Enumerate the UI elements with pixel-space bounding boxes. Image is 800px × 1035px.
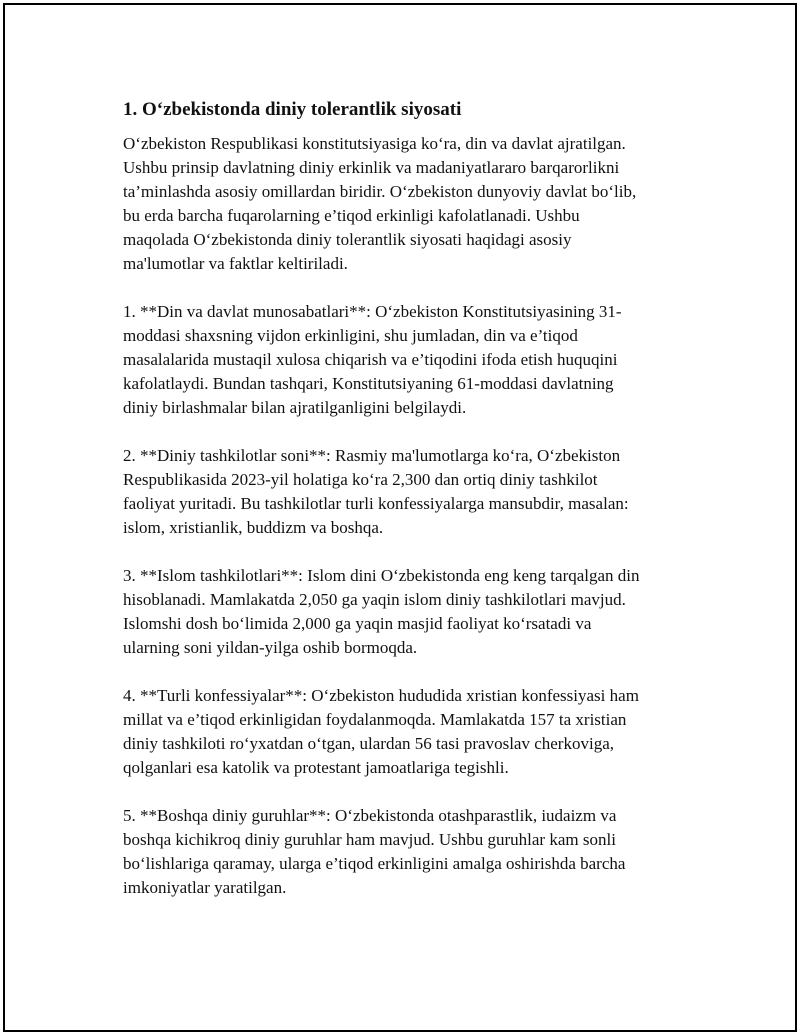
text-line: diniy birlashmalar bilan ajratilganligini belgilaydi. <box>123 398 467 417</box>
text-line: moddasi shaxsning vijdon erkinligini, shu jumladan, din va e’tiqod <box>123 326 578 345</box>
text-line: 5. **Boshqa diniy guruhlar**: O‘zbekistonda otashparastlik, iudaizm va <box>123 806 617 825</box>
text-line: ta’minlashda asosiy omillardan biridir. O‘zbekiston dunyoviy davlat bo‘lib, <box>123 182 637 201</box>
paragraph-item-3 <box>123 564 693 660</box>
text-line: kafolatlaydi. Bundan tashqari, Konstitutsiyaning 61-moddasi davlatning <box>123 374 614 393</box>
paragraph-item-1 <box>123 300 693 420</box>
text-line: maqolada O‘zbekistonda diniy tolerantlik siyosati haqidagi asosiy <box>123 230 572 249</box>
text-line: Ushbu prinsip davlatning diniy erkinlik va madaniyatlararo barqarorlikni <box>123 158 620 177</box>
document-body <box>123 98 693 924</box>
document-title: 1. O‘zbekistonda diniy tolerantlik siyosati <box>123 99 462 120</box>
text-line: hisoblanadi. Mamlakatda 2,050 ga yaqin islom diniy tashkilotlari mavjud. <box>123 590 626 609</box>
paragraph-item-2 <box>123 444 693 540</box>
paragraph-intro <box>123 132 693 276</box>
text-line: imkoniyatlar yaratilgan. <box>123 878 287 897</box>
text-line: diniy tashkiloti ro‘yxatdan o‘tgan, ulardan 56 tasi pravoslav cherkoviga, <box>123 734 614 753</box>
text-line: bu erda barcha fuqarolarning e’tiqod erkinligi kafolatlanadi. Ushbu <box>123 206 580 225</box>
text-line: Respublikasida 2023-yil holatiga ko‘ra 2,300 dan ortiq diniy tashkilot <box>123 470 598 489</box>
paragraph-item-5 <box>123 804 693 900</box>
text-line: O‘zbekiston Respublikasi konstitutsiyasiga ko‘ra, din va davlat ajratilgan. <box>123 134 626 153</box>
text-line: ularning soni yildan-yilga oshib bormoqda. <box>123 638 418 657</box>
text-line: 2. **Diniy tashkilotlar soni**: Rasmiy ma'lumotlarga ko‘ra, O‘zbekiston <box>123 446 621 465</box>
text-line: faoliyat yuritadi. Bu tashkilotlar turli konfessiyalarga mansubdir, masalan: <box>123 494 629 513</box>
text-line: masalalarida mustaqil xulosa chiqarish va e’tiqodini ifoda etish huquqini <box>123 350 618 369</box>
text-line: boshqa kichikroq diniy guruhlar ham mavjud. Ushbu guruhlar kam sonli <box>123 830 616 849</box>
text-line: islom, xristianlik, buddizm va boshqa. <box>123 518 384 537</box>
text-line: 4. **Turli konfessiyalar**: O‘zbekiston hududida xristian konfessiyasi ham <box>123 686 639 705</box>
text-line: qolganlari esa katolik va protestant jamoatlariga tegishli. <box>123 758 509 777</box>
text-line: millat va e’tiqod erkinligidan foydalanmoqda. Mamlakatda 157 ta xristian <box>123 710 627 729</box>
paragraph-item-4 <box>123 684 693 780</box>
page-frame <box>3 3 797 1032</box>
text-line: ma'lumotlar va faktlar keltiriladi. <box>123 254 348 273</box>
text-line: Islomshi dosh bo‘limida 2,000 ga yaqin masjid faoliyat ko‘rsatadi va <box>123 614 592 633</box>
text-line: 1. **Din va davlat munosabatlari**: O‘zbekiston Konstitutsiyasining 31- <box>123 302 622 321</box>
text-line: 3. **Islom tashkilotlari**: Islom dini O‘zbekistonda eng keng tarqalgan din <box>123 566 640 585</box>
text-line: bo‘lishlariga qaramay, ularga e’tiqod erkinligini amalga oshirishda barcha <box>123 854 626 873</box>
